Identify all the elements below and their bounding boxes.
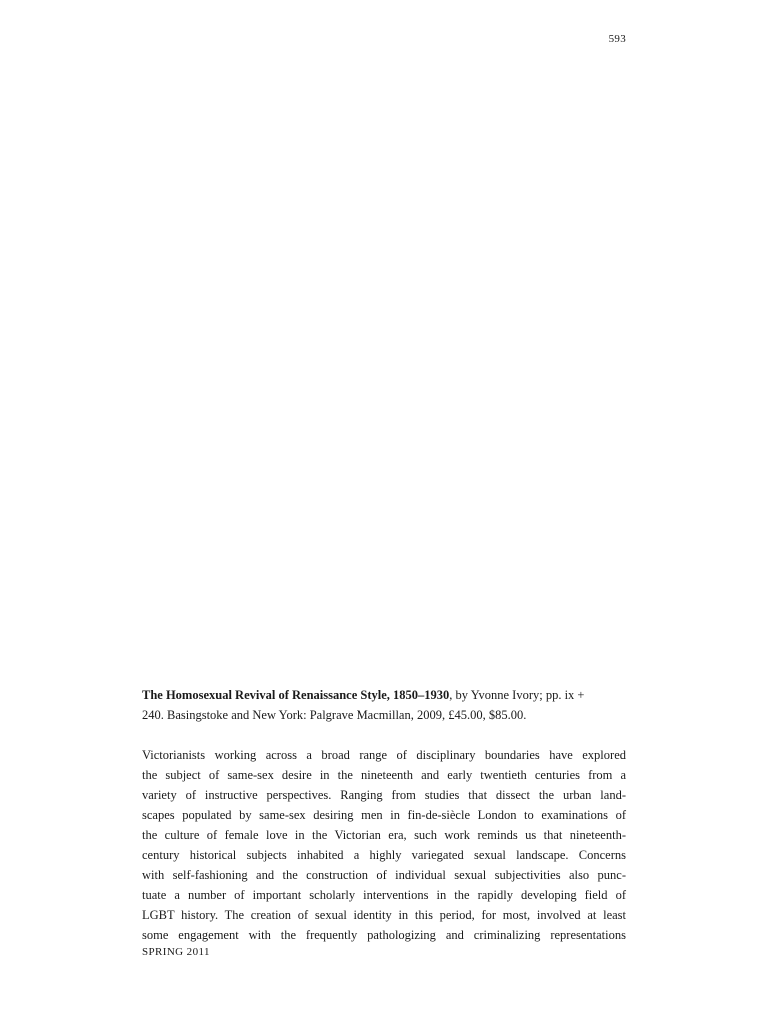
book-title: The Homosexual Revival of Renaissance Style, 1850–1930 bbox=[142, 688, 450, 702]
paragraph-line: scapes populated by same-sex desiring men in fin-de-siècle London to examinations of bbox=[142, 808, 626, 822]
paragraph-line: LGBT history. The creation of sexual identity in this period, for most, involved at least bbox=[142, 908, 626, 922]
paragraph-line: the subject of same-sex desire in the nineteenth and early twentieth centuries from a bbox=[142, 768, 626, 782]
paragraph-line: century historical subjects inhabited a highly variegated sexual landscape. Concerns bbox=[142, 848, 626, 862]
issue-footer: SPRING 2011 bbox=[142, 946, 210, 958]
paragraph-line: with self-fashioning and the construction of individual sexual subjectivities also punc- bbox=[142, 868, 626, 882]
paragraph-line: the culture of female love in the Victorian era, such work reminds us that nineteenth- bbox=[142, 828, 626, 842]
paragraph-line: some engagement with the frequently pathologizing and criminalizing representations bbox=[142, 928, 626, 942]
citation-publication-details: 240. Basingstoke and New York: Palgrave Macmillan, 2009, £45.00, $85.00. bbox=[142, 708, 527, 722]
book-citation bbox=[142, 685, 626, 725]
paragraph-line: Victorianists working across a broad range of disciplinary boundaries have explored bbox=[142, 748, 626, 762]
paragraph-line: variety of instructive perspectives. Ranging from studies that dissect the urban land- bbox=[142, 788, 626, 802]
citation-author-pages: , by Yvonne Ivory; pp. ix + bbox=[449, 688, 585, 702]
page-number: 593 bbox=[608, 33, 626, 45]
review-paragraph bbox=[142, 745, 626, 945]
paragraph-line: tuate a number of important scholarly interventions in the rapidly developing field of bbox=[142, 888, 626, 902]
book-review bbox=[142, 685, 626, 945]
